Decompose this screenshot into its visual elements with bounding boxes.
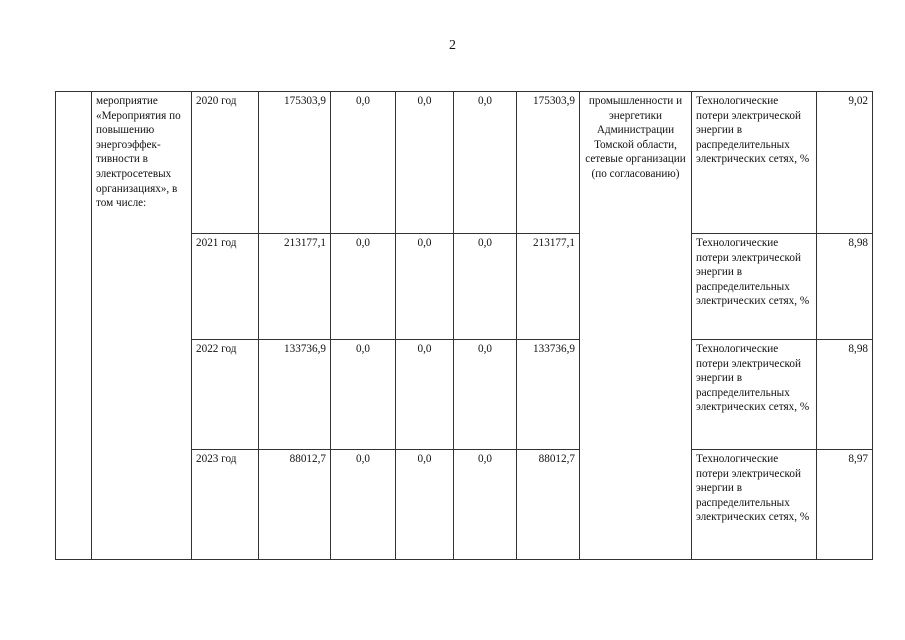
year-cell: 2020 год — [192, 92, 259, 234]
funding-cell: 0,0 — [331, 92, 396, 234]
year-cell: 2021 год — [192, 234, 259, 340]
table-row — [56, 92, 873, 234]
funding-cell: 0,0 — [396, 340, 454, 450]
total-cell: 88012,7 — [259, 450, 331, 560]
total-cell: 175303,9 — [259, 92, 331, 234]
year-cell: 2023 год — [192, 450, 259, 560]
indicator-cell: Технологические потери электрической энергии в распределительных электрических сетях, % — [692, 234, 817, 340]
funding-cell: 0,0 — [396, 92, 454, 234]
funding-cell: 0,0 — [331, 340, 396, 450]
funding-cell: 0,0 — [454, 234, 517, 340]
year-cell: 2022 год — [192, 340, 259, 450]
funding-cell: 0,0 — [396, 234, 454, 340]
funding-cell: 0,0 — [454, 92, 517, 234]
funding-cell: 88012,7 — [517, 450, 580, 560]
total-cell: 133736,9 — [259, 340, 331, 450]
index-cell — [56, 92, 92, 560]
funding-cell: 175303,9 — [517, 92, 580, 234]
indicator-cell: Технологические потери электрической энергии в распределительных электрических сетях, % — [692, 340, 817, 450]
indicator-value-cell: 8,97 — [817, 450, 873, 560]
indicator-value-cell: 8,98 — [817, 340, 873, 450]
program-table — [55, 91, 873, 560]
funding-cell: 0,0 — [396, 450, 454, 560]
indicator-cell: Технологические потери электрической энергии в распределительных электрических сетях, % — [692, 92, 817, 234]
funding-cell: 0,0 — [454, 340, 517, 450]
indicator-value-cell: 8,98 — [817, 234, 873, 340]
total-cell: 213177,1 — [259, 234, 331, 340]
funding-cell: 133736,9 — [517, 340, 580, 450]
funding-cell: 213177,1 — [517, 234, 580, 340]
funding-cell: 0,0 — [331, 450, 396, 560]
responsible-cell: промышленности и энергетики Администрации Томской области, сетевые организации (по согласованию) — [580, 92, 692, 560]
funding-cell: 0,0 — [331, 234, 396, 340]
indicator-cell: Технологические потери электрической энергии в распределительных электрических сетях, % — [692, 450, 817, 560]
event-name-cell: мероприятие «Мероприятия по повышению энергоэффек-тивности в электросетевых организациях», в том числе: — [92, 92, 192, 560]
indicator-value-cell: 9,02 — [817, 92, 873, 234]
funding-cell: 0,0 — [454, 450, 517, 560]
page-number: 2 — [449, 38, 456, 53]
